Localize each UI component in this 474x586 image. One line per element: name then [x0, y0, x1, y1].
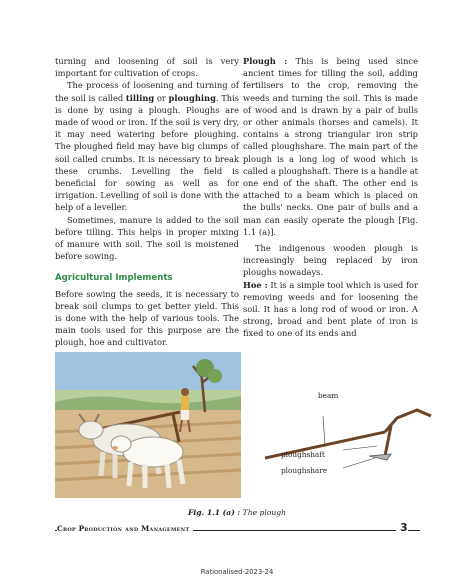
page-number: 3: [396, 521, 408, 534]
footer-chapter-title: Crop Production and Management: [57, 524, 193, 533]
left-column: [55, 55, 239, 349]
paragraph-implements: Before sowing the seeds, it is necessary to break soil clumps to get better yield. This is done with the help of various tools. The main tools used for this purpose are the plough, hoe and cultivator.: [55, 288, 239, 348]
caption-text: The plough: [240, 508, 287, 517]
paragraph: turning and loosening of soil is very important for cultivation of crops.: [55, 56, 239, 79]
plough-drawing: [265, 388, 435, 478]
text: The process of loosening and turning of the soil is called: [55, 80, 239, 103]
label-beam: beam: [318, 391, 339, 400]
term-tilling: tilling: [125, 92, 155, 103]
term-plough: Plough :: [243, 56, 288, 66]
plough-diagram: [265, 388, 435, 478]
figure-caption: [0, 508, 474, 517]
caption-number: Fig. 1.1 (a) :: [187, 508, 241, 517]
right-column: [243, 55, 418, 340]
text: or: [154, 92, 169, 103]
paragraph-tilling: [55, 79, 239, 213]
text: This is being used since ancient times for tilling the soil, adding fertilisers to the crop, removing the weeds and turning the soil. This is made of wood and is drawn by a pair of bulls or other animals (horses and camels). It contains a strong triangular iron strip called ploughshare. The main part of the plough is a long log of wood which is called a ploughshaft. There is a handle at one end of the shaft. The other end is attached to a beam which is placed on the bulls' necks. One pair of bulls and a man can easily operate the plough [Fig. 1.1 (a)].: [243, 56, 418, 237]
label-ploughshare: ploughshare: [281, 466, 328, 475]
term-ploughing: ploughing: [168, 92, 216, 103]
paragraph-hoe: [243, 279, 418, 340]
paragraph-manure: Sometimes, manure is added to the soil before tilling. This helps in proper mixing of manure with soil. The soil is moistened before sowing.: [55, 214, 239, 262]
text: . This is done by using a plough. Ploughs are made of wood or iron. If the soil is very dry, it may need watering before ploughing. The ploughed field may have big clumps of soil called crumbs. It is necessary to break these crumbs. Levelling the field is beneficial for sowing as well as for irrigation. Levelling of soil is done with the help of a leveller.: [55, 92, 239, 213]
paragraph-plough: [243, 55, 418, 238]
ploughing-scene-image: [55, 352, 241, 498]
term-hoe: Hoe :: [243, 279, 268, 290]
rationalised-note: Rationalised-2023-24: [200, 568, 274, 576]
label-ploughshaft: ploughshaft: [281, 450, 325, 459]
paragraph-iron-plough: The indigenous wooden plough is increasingly being replaced by iron ploughs nowadays.: [243, 243, 418, 278]
ploughing-illustration: [55, 352, 241, 498]
text: It is a simple tool which is used for removing weeds and for loosening the soil. It has a long rod of wood or iron. A strong, broad and bent plate of iron is fixed to one of its ends and: [243, 279, 418, 339]
section-heading: Agricultural Implements: [55, 273, 173, 284]
